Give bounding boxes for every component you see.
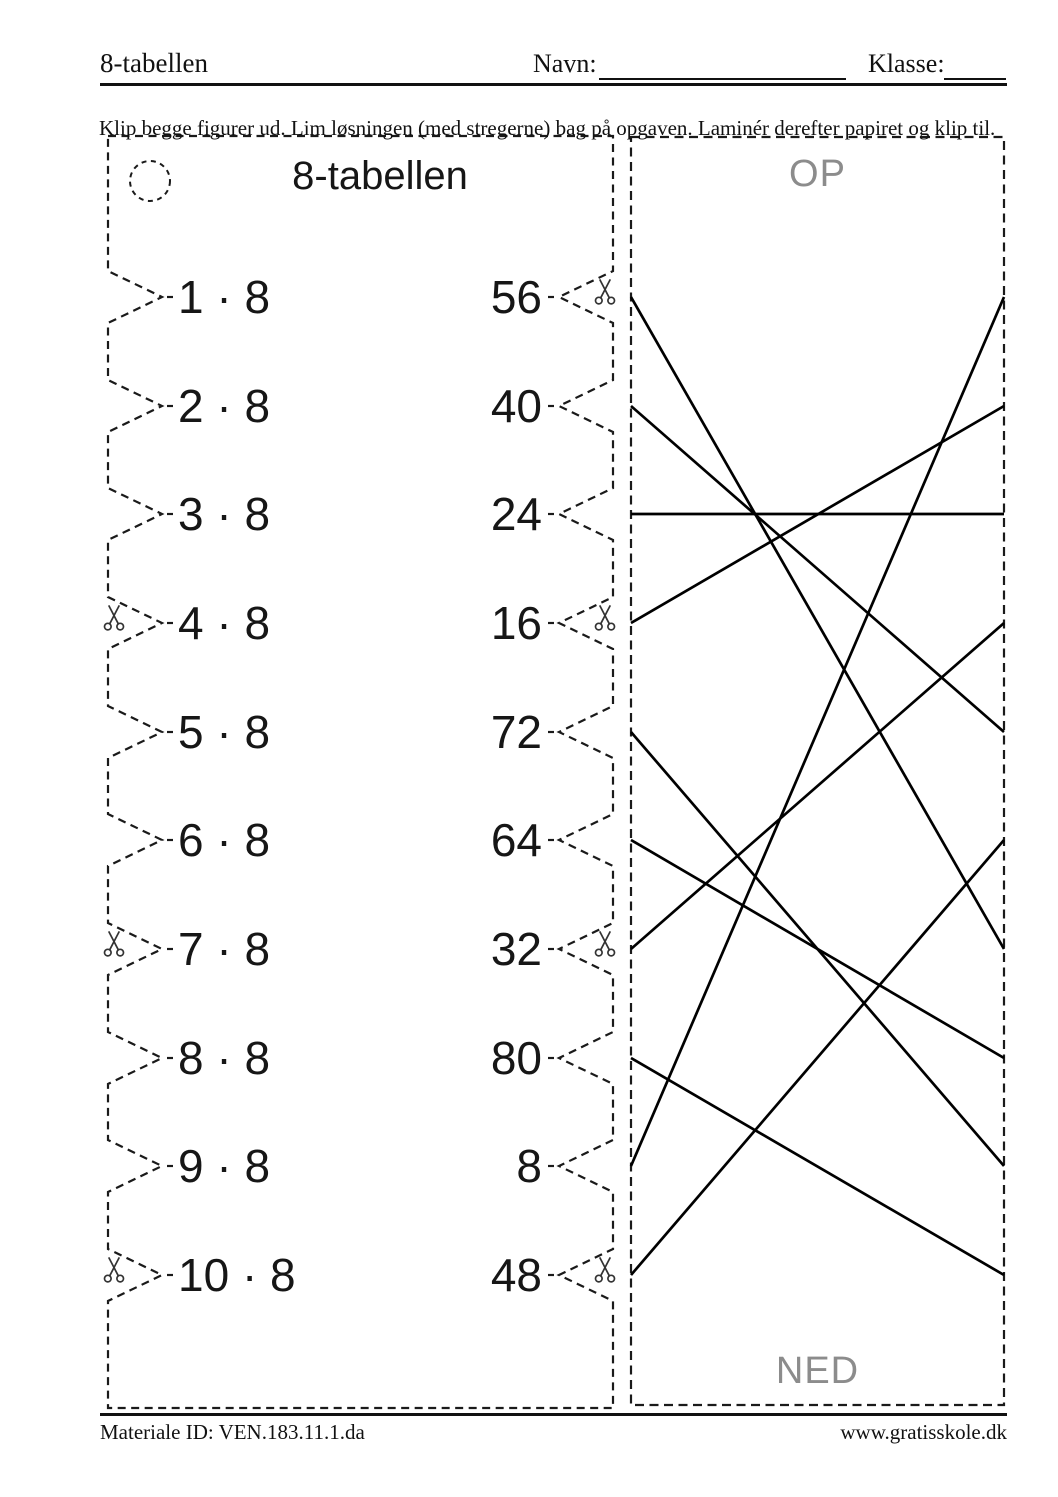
header-rule xyxy=(100,83,1007,86)
answer-key-border xyxy=(631,137,1004,1405)
name-label: Navn: xyxy=(533,49,597,78)
scissors-icon xyxy=(592,928,618,958)
problem-row xyxy=(178,374,542,438)
answer-line xyxy=(631,1058,1004,1275)
problem-row xyxy=(178,1134,542,1198)
answer-line xyxy=(631,840,1004,1275)
problem-row xyxy=(178,265,542,329)
problem-row xyxy=(178,917,542,981)
answer-text: 80 xyxy=(490,1032,542,1084)
answer-line xyxy=(631,406,1004,732)
problem-row xyxy=(178,591,542,655)
problem-row xyxy=(178,1243,542,1307)
answer-text: 16 xyxy=(490,597,542,649)
answer-line xyxy=(631,297,1004,1166)
problem-text: 8 · 8 xyxy=(178,1032,271,1084)
problem-text: 9 · 8 xyxy=(178,1140,271,1192)
class-blank-line xyxy=(944,78,1006,80)
answer-text: 40 xyxy=(490,380,542,432)
scissors-icon xyxy=(592,1254,618,1284)
answer-key-top-label: OP xyxy=(789,153,846,195)
answer-text: 24 xyxy=(490,488,542,540)
website-text: www.gratisskole.dk xyxy=(840,1420,1007,1444)
scissors-icon xyxy=(592,602,618,632)
answer-line xyxy=(631,623,1004,949)
problem-row xyxy=(178,1026,542,1090)
answer-line xyxy=(631,732,1004,1166)
document-title: 8-tabellen xyxy=(100,48,208,78)
instruction-text: Klip begge figurer ud. Lim løsningen (med stregerne) bag på opgaven. Laminér derefter papiret og klip til. xyxy=(99,116,996,140)
answer-text: 8 xyxy=(516,1140,542,1192)
footer-rule xyxy=(100,1413,1007,1416)
scissors-icon xyxy=(101,1254,127,1284)
cut-sheet-title: 8-tabellen xyxy=(292,154,468,198)
problem-row xyxy=(178,808,542,872)
problem-text: 2 · 8 xyxy=(178,380,271,432)
scissors-icon xyxy=(592,276,618,306)
answer-text: 72 xyxy=(490,706,542,758)
name-blank-line xyxy=(599,78,846,80)
answer-text: 56 xyxy=(490,271,542,323)
answer-text: 48 xyxy=(490,1249,542,1301)
scissors-icon xyxy=(101,602,127,632)
answer-line xyxy=(631,297,1004,949)
problem-text: 7 · 8 xyxy=(178,923,271,975)
scissors-icon xyxy=(101,928,127,958)
material-id-text: Materiale ID: VEN.183.11.1.da xyxy=(100,1420,365,1444)
problem-text: 4 · 8 xyxy=(178,597,271,649)
problem-text: 1 · 8 xyxy=(178,271,271,323)
problem-text: 10 · 8 xyxy=(178,1249,296,1301)
problem-text: 6 · 8 xyxy=(178,814,271,866)
answer-text: 32 xyxy=(490,923,542,975)
problem-text: 3 · 8 xyxy=(178,488,271,540)
answer-text: 64 xyxy=(490,814,542,866)
problem-row xyxy=(178,482,542,546)
answer-key-bottom-label: NED xyxy=(775,1350,860,1392)
problem-text: 5 · 8 xyxy=(178,706,271,758)
problem-row xyxy=(178,700,542,764)
class-label: Klasse: xyxy=(868,49,945,78)
